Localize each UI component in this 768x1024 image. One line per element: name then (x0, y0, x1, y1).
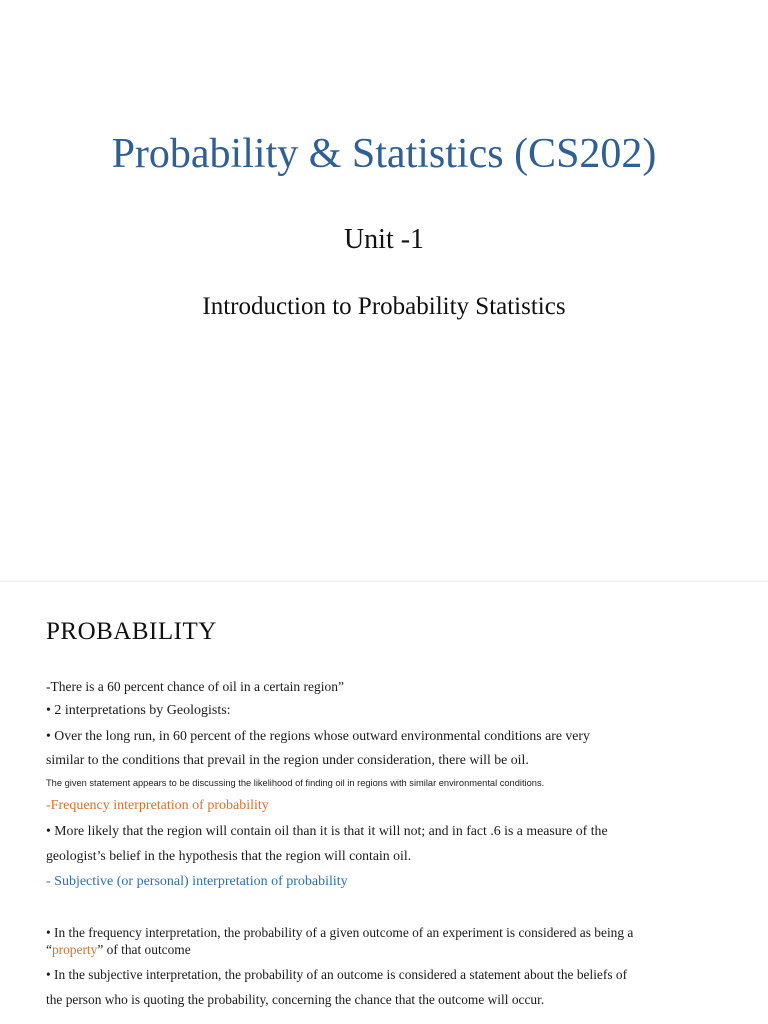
bullet-long-run-line1: • Over the long run, in 60 percent of the regions whose outward environmental conditions are very (46, 728, 590, 743)
section-heading: PROBABILITY (46, 618, 217, 645)
bullet-more-likely-line1: • More likely that the region will contain oil than it is that it will not; and in fact .6 is a measure of the (46, 823, 608, 838)
slide-subtitle: Introduction to Probability Statistics (202, 293, 566, 320)
bullet-subjective-line2: the person who is quoting the probability, concerning the chance that the outcome will occur. (46, 992, 545, 1007)
slide-title: Probability & Statistics (CS202) (111, 131, 657, 177)
bullet-interpretations: • 2 interpretations by Geologists: (46, 703, 231, 718)
property-rest: ” of that outcome (97, 942, 191, 957)
frequency-interpretation-label: -Frequency interpretation of probability (46, 798, 269, 813)
subjective-interpretation-label: - Subjective (or personal) interpretation of probability (46, 874, 348, 889)
probability-slide (0, 582, 768, 1024)
bullet-long-run-line2: similar to the conditions that prevail in the region under consideration, there will be oil. (46, 752, 529, 767)
note-line: The given statement appears to be discussing the likelihood of finding oil in regions with similar environmental conditions. (46, 778, 545, 788)
quote-line: -There is a 60 percent chance of oil in a certain region” (46, 679, 344, 694)
bullet-frequency-line1: • In the frequency interpretation, the probability of a given outcome of an experiment is considered as being a (46, 925, 634, 940)
bullet-subjective-line1: • In the subjective interpretation, the probability of an outcome is considered a statement about the beliefs of (46, 967, 628, 982)
unit-label: Unit -1 (343, 224, 425, 255)
bullet-more-likely-line2: geologist’s belief in the hypothesis that the region will contain oil. (46, 848, 412, 863)
open-quote: “ (46, 942, 52, 957)
property-term: property (51, 942, 98, 957)
bullet-frequency-line2 (46, 942, 191, 958)
